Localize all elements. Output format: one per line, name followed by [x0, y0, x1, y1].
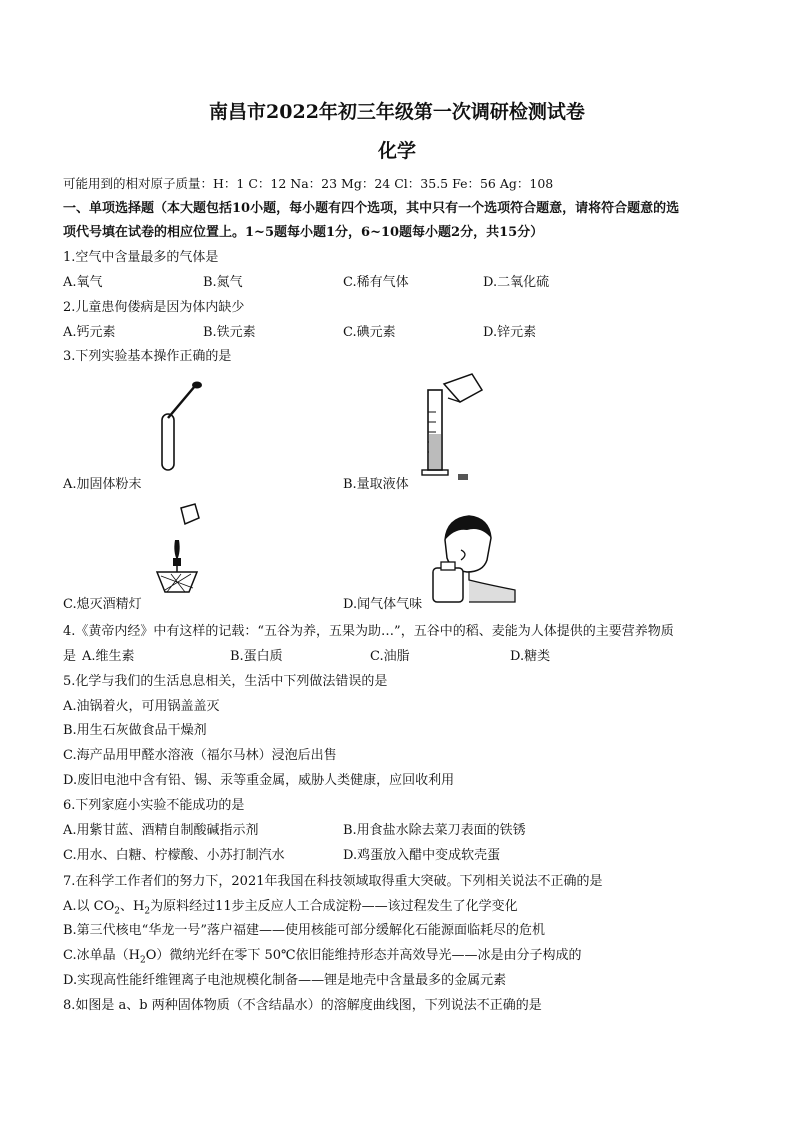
q3-option-b: B.量取液体	[343, 477, 409, 492]
q4-lead: 是	[63, 649, 77, 664]
q1-option-b: B.氮气	[203, 275, 243, 290]
figure-extinguish-lamp	[145, 500, 225, 600]
q7-option-b: B.第三代核电“华龙一号”落户福建——使用核能可部分缓解化石能源面临耗尽的危机	[63, 923, 545, 938]
q5-option-d: D.废旧电池中含有铅、锡、汞等重金属，威胁人类健康，应回收利用	[63, 773, 455, 788]
q5-option-b: B.用生石灰做食品干燥剂	[63, 723, 207, 738]
figure-smell-gas	[425, 510, 525, 605]
q6-stem: 6.下列家庭小实验不能成功的是	[63, 798, 245, 813]
q4-option-c: C.油脂	[370, 649, 410, 664]
q3-option-a: A.加固体粉末	[63, 477, 142, 492]
q2-option-b: B.铁元素	[203, 325, 256, 340]
q4-option-d: D.糖类	[510, 649, 551, 664]
q6-option-d: D.鸡蛋放入醋中变成软壳蛋	[343, 848, 501, 863]
q1-option-a: A.氧气	[63, 275, 103, 290]
q2-option-a: A.钙元素	[63, 325, 116, 340]
q2-option-d: D.锌元素	[483, 325, 537, 340]
q7-option-a: A.以 $CO_2$、$H_2$为原料经过11步主反应人工合成淀粉——该过程发生了化学变化	[63, 899, 518, 917]
q2-stem: 2.儿童患佝偻病是因为体内缺少	[63, 300, 245, 315]
q3-option-c: C.熄灭酒精灯	[63, 597, 142, 612]
q7-option-d: D.实现高性能纤维锂离子电池规模化制备——锂是地壳中含量最多的金属元素	[63, 973, 507, 988]
figure-measure-liquid	[410, 372, 490, 492]
q6-option-c: C.用水、白糖、柠檬酸、小苏打制汽水	[63, 848, 285, 863]
subject-title: 化学	[377, 140, 416, 162]
q6-option-a: A.用紫甘蓝、酒精自制酸碱指示剂	[63, 823, 259, 838]
q3-option-d: D.闻气体气味	[343, 597, 423, 612]
q8-stem: 8.如图是 a、b 两种固体物质（不含结晶水）的溶解度曲线图，下列说法不正确的是	[63, 998, 542, 1013]
q2-option-c: C.碘元素	[343, 325, 396, 340]
q3-stem: 3.下列实验基本操作正确的是	[63, 349, 232, 364]
q5-option-a: A.油锅着火，可用锅盖盖灭	[63, 699, 220, 714]
section1-instruction-line2: 项代号填在试卷的相应位置上。1~5题每小题1分，6~10题每小题2分，共15分）	[63, 225, 544, 240]
figure-add-powder	[150, 378, 210, 478]
q7-option-c: C.冰单晶$(H_2O)$微纳光纤在零下 50℃依旧能维持形态并高效导光——冰是由分子构成的	[63, 948, 582, 966]
q1-stem: 1.空气中含量最多的气体是	[63, 250, 219, 265]
q6-option-b: B.用食盐水除去菜刀表面的铁锈	[343, 823, 526, 838]
atomic-masses: 可能用到的相对原子质量：H：1 C：12 Na：23 Mg：24 Cl：35.5 Fe：56 Ag：108	[63, 176, 554, 191]
q5-option-c: C.海产品用甲醛水溶液（福尔马林）浸泡后出售	[63, 748, 337, 763]
exam-title: 南昌市2022年初三年级第一次调研检测试卷	[209, 101, 585, 123]
q1-option-d: D.二氧化硫	[483, 275, 550, 290]
section1-instruction-line1: 一、单项选择题（本大题包括10小题，每小题有四个选项，其中只有一个选项符合题意，请将符合题意的选	[63, 201, 680, 216]
q4-stem: 4.《黄帝内经》中有这样的记载：“五谷为养，五果为助…”，五谷中的稻、麦能为人体提供的主要营养物质	[63, 624, 674, 639]
q7-stem: 7.在科学工作者们的努力下，2021年我国在科技领域取得重大突破。下列相关说法不正确的是	[63, 874, 603, 889]
q1-option-c: C.稀有气体	[343, 275, 409, 290]
q4-option-a: A.维生素	[82, 649, 135, 664]
q4-option-b: B.蛋白质	[230, 649, 283, 664]
q5-stem: 5.化学与我们的生活息息相关，生活中下列做法错误的是	[63, 674, 388, 689]
